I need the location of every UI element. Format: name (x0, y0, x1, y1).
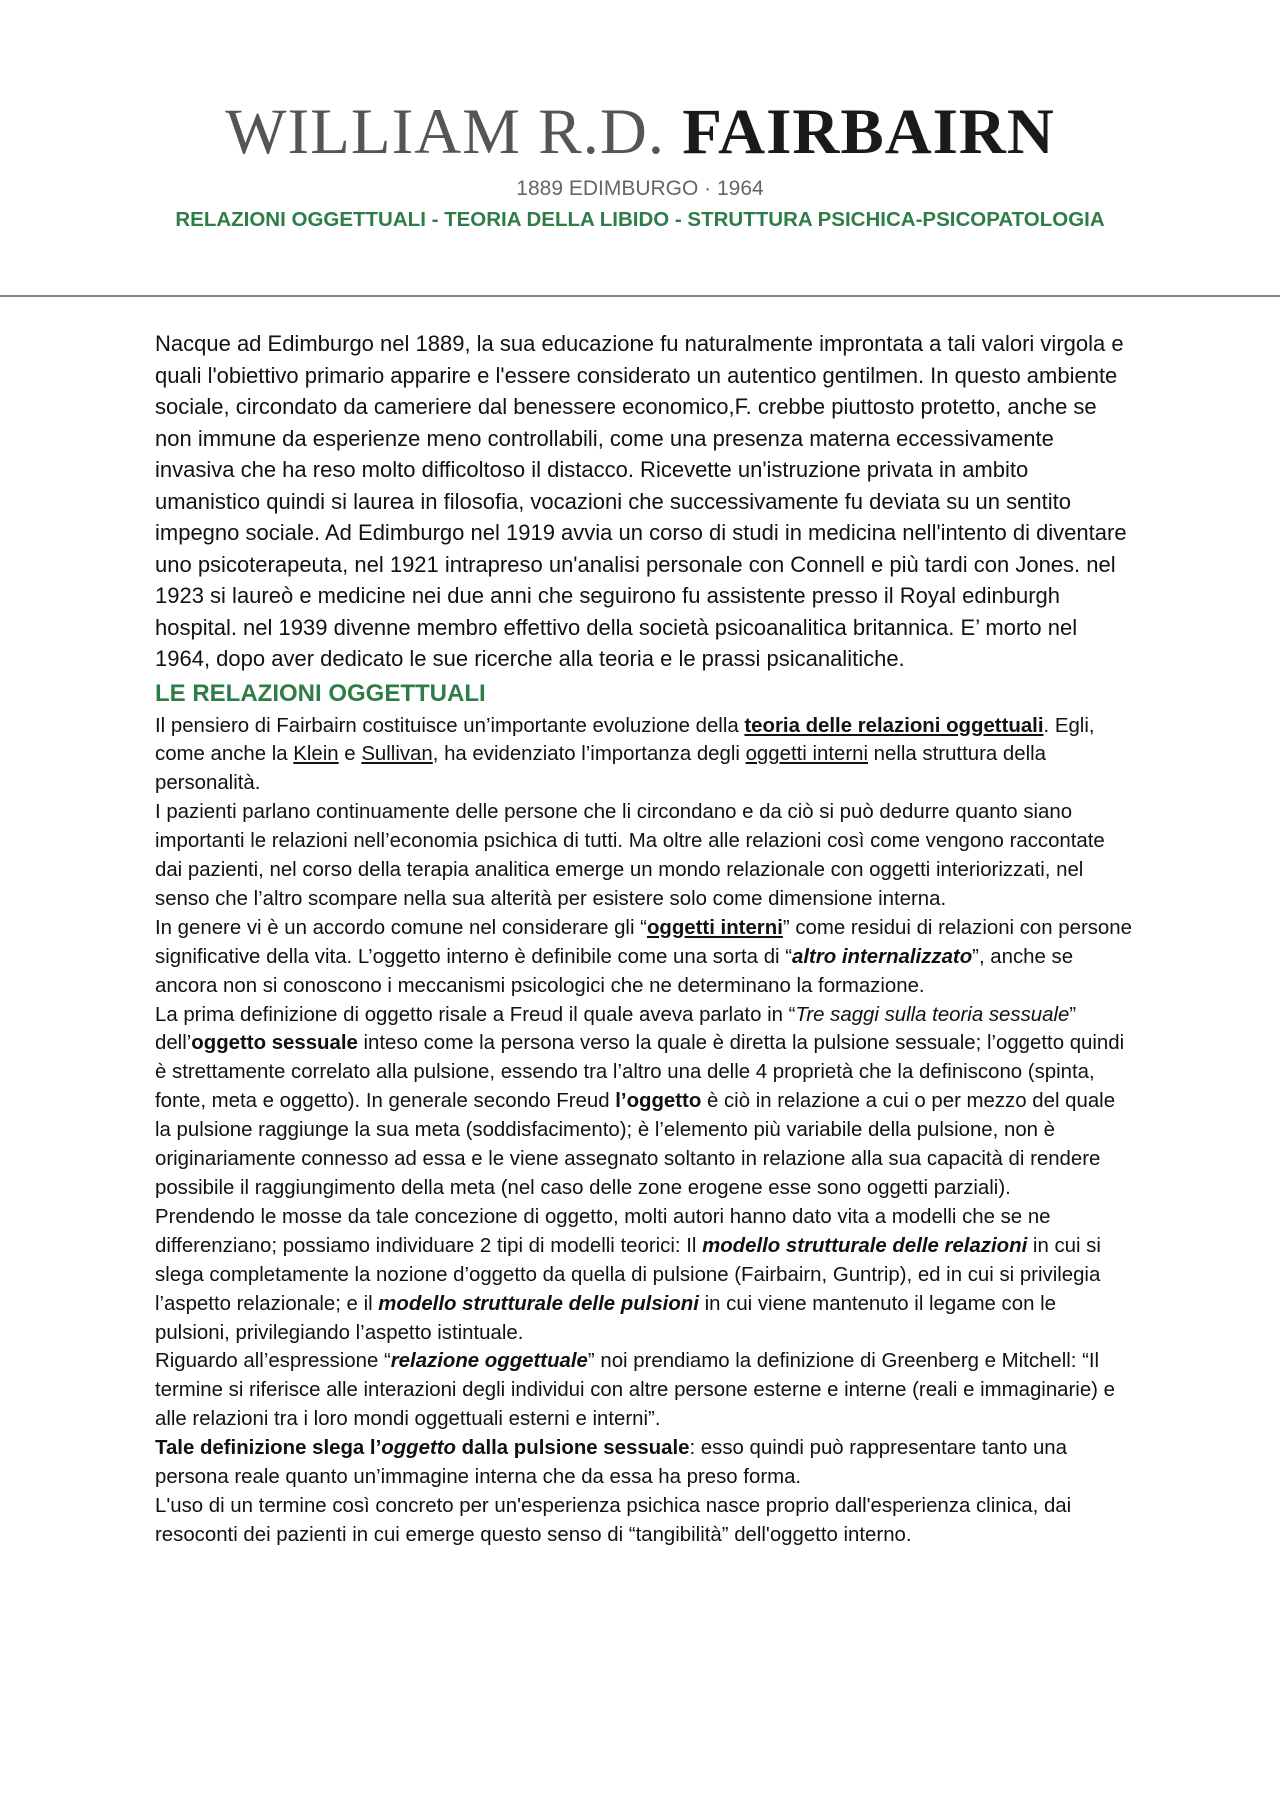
emphasis-oggetto: l’oggetto (615, 1090, 702, 1113)
relazioni-section (155, 712, 1135, 1550)
paragraph-7: Tale definizione slega l’oggetto dalla pulsione sessuale: esso quindi può rappresentare tanto una persona reale quanto un’immagine interna che da essa ha preso forma. (155, 1437, 1067, 1489)
emphasis-altro-internalizzato: altro internalizzato (792, 945, 973, 968)
link-oggetti-interni-2[interactable]: oggetti interni (646, 916, 783, 939)
paragraph-6: Riguardo all’espressione “relazione oggettuale” noi prendiamo la definizione di Greenberg e Mitchell: “Il termine si riferisce alle interazioni degli individui con altre persone esterne e interne (reali e immaginarie) e alle relazioni tra i loro mondi oggettuali esterni e interni”. (155, 1350, 1115, 1431)
emphasis-oggetto-sessuale: oggetto sessuale (191, 1032, 358, 1055)
header-divider (0, 295, 1280, 297)
biography-section (155, 328, 1135, 675)
paragraph-5: Prendendo le mosse da tale concezione di oggetto, molti autori hanno dato vita a modelli che se ne differenziano; possiamo individuare 2 tipi di modelli teorici: Il modello strutturale delle relazioni in cui si slega completamente la nozione d’oggetto da quella di pulsione (Fairbairn, Guntrip), ed in cui si privilegia l’aspetto relazionale; e il modello strutturale delle pulsioni in cui viene mantenuto il legame con le pulsioni, privilegiando l’aspetto istintuale. (155, 1205, 1101, 1344)
paragraph-3: In genere vi è un accordo comune nel considerare gli “oggetti interni” come residui di relazioni con persone significative della vita. L’oggetto interno è definibile come una sorta di “altro internalizzato”, anche se ancora non si conoscono i meccanismi psicologici che ne determinano la formazione. (155, 916, 1132, 997)
link-teoria-relazioni[interactable]: teoria delle relazioni oggettuali (744, 714, 1044, 737)
link-sullivan[interactable]: Sullivan (361, 743, 433, 766)
biography-paragraph: Nacque ad Edimburgo nel 1889, la sua educazione fu naturalmente improntata a tali valori virgola e quali l'obiettivo primario apparire e l'essere considerato un autentico gentilmen. In questo ambiente sociale, circondato da cameriere dal benessere economico,F. crebbe piuttosto protetto, anche se non immune da esperienze meno controllabili, come una presenza materna eccessivamente invasiva che ha reso molto difficoltoso il distacco. Ricevette un'istruzione privata in ambito umanistico quindi si laurea in filosofia, vocazioni che successivamente fu deviata su un sentito impegno sociale. Ad Edimburgo nel 1919 avvia un corso di studi in medicina nell'intento di diventare uno psicoterapeuta, nel 1921 intrapreso un'analisi personale con Connell e più tardi con Jones. nel 1923 si laureò e medicine nei due anni che seguirono fu assistente presso il Royal edinburgh hospital. nel 1939 divenne membro effettivo della società psicoanalitica britannica. E’ morto nel 1964, dopo aver dedicato le sue ricerche alla teoria e le prassi psicanalitiche. (155, 331, 1127, 671)
paragraph-2: I pazienti parlano continuamente delle persone che li circondano e da ciò si può dedurre quanto siano importanti le relazioni nell’economia psichica di tutti. Ma oltre alle relazioni così come vengono raccontate dai pazienti, nel corso della terapia analitica emerge un mondo relazionale con oggetti interiorizzati, nel senso che l’altro scompare nella sua alterità per esistere solo come dimensione interna. (155, 801, 1105, 910)
link-oggetti-interni[interactable]: oggetti interni (745, 743, 869, 766)
paragraph-1: Il pensiero di Fairbairn costituisce un’importante evoluzione della teoria delle relazioni oggettuali. Egli, come anche la Klein e Sullivan, ha evidenziato l’importanza degli oggetti interni nella struttura della personalità. (155, 714, 1095, 795)
book-title: Tre saggi sulla teoria sessuale (795, 1003, 1070, 1026)
paragraph-4: La prima definizione di oggetto risale a Freud il quale aveva parlato in “Tre saggi sulla teoria sessuale” dell’oggetto sessuale inteso come la persona verso la quale è diretta la pulsione sessuale; l’oggetto quindi è strettamente correlato alla pulsione, essendo tra l’altro una delle 4 proprietà che la definiscono (spinta, fonte, meta e oggetto). In generale secondo Freud l’oggetto è ciò in relazione a cui o per mezzo del quale la pulsione raggiunge la sua meta (soddisfacimento); è l’elemento più variabile della pulsione, non è originariamente connesso ad essa e le viene assegnato soltanto in relazione alla sua capacità di rendere possibile il raggiungimento della meta (nel caso delle zone erogene esse sono oggetti parziali). (155, 1003, 1125, 1199)
title-name: WILLIAM R.D. (225, 96, 683, 168)
emphasis-modello-relazioni: modello strutturale delle relazioni (702, 1234, 1028, 1257)
topic-subtitle: RELAZIONI OGGETTUALI - TEORIA DELLA LIBIDO - STRUTTURA PSICHICA-PSICOPATOLOGIA (175, 208, 1105, 231)
page-title (0, 96, 1280, 168)
section-heading: LE RELAZIONI OGGETTUALI (155, 679, 486, 707)
paragraph-8: L'uso di un termine così concreto per un'esperienza psichica nasce proprio dall'esperienza clinica, dai resoconti dei pazienti in cui emerge questo senso di “tangibilità” dell'oggetto interno. (155, 1494, 1072, 1546)
emphasis-modello-pulsioni: modello strutturale delle pulsioni (378, 1292, 699, 1315)
document-body (155, 328, 1135, 1550)
emphasis-oggetto-italic: oggetto (381, 1437, 456, 1460)
link-klein[interactable]: Klein (293, 743, 339, 766)
emphasis-relazione-oggettuale: relazione oggettuale (390, 1350, 588, 1373)
life-dates: 1889 EDIMBURGO · 1964 (516, 177, 764, 200)
title-surname: FAIRBAIRN (682, 96, 1055, 168)
